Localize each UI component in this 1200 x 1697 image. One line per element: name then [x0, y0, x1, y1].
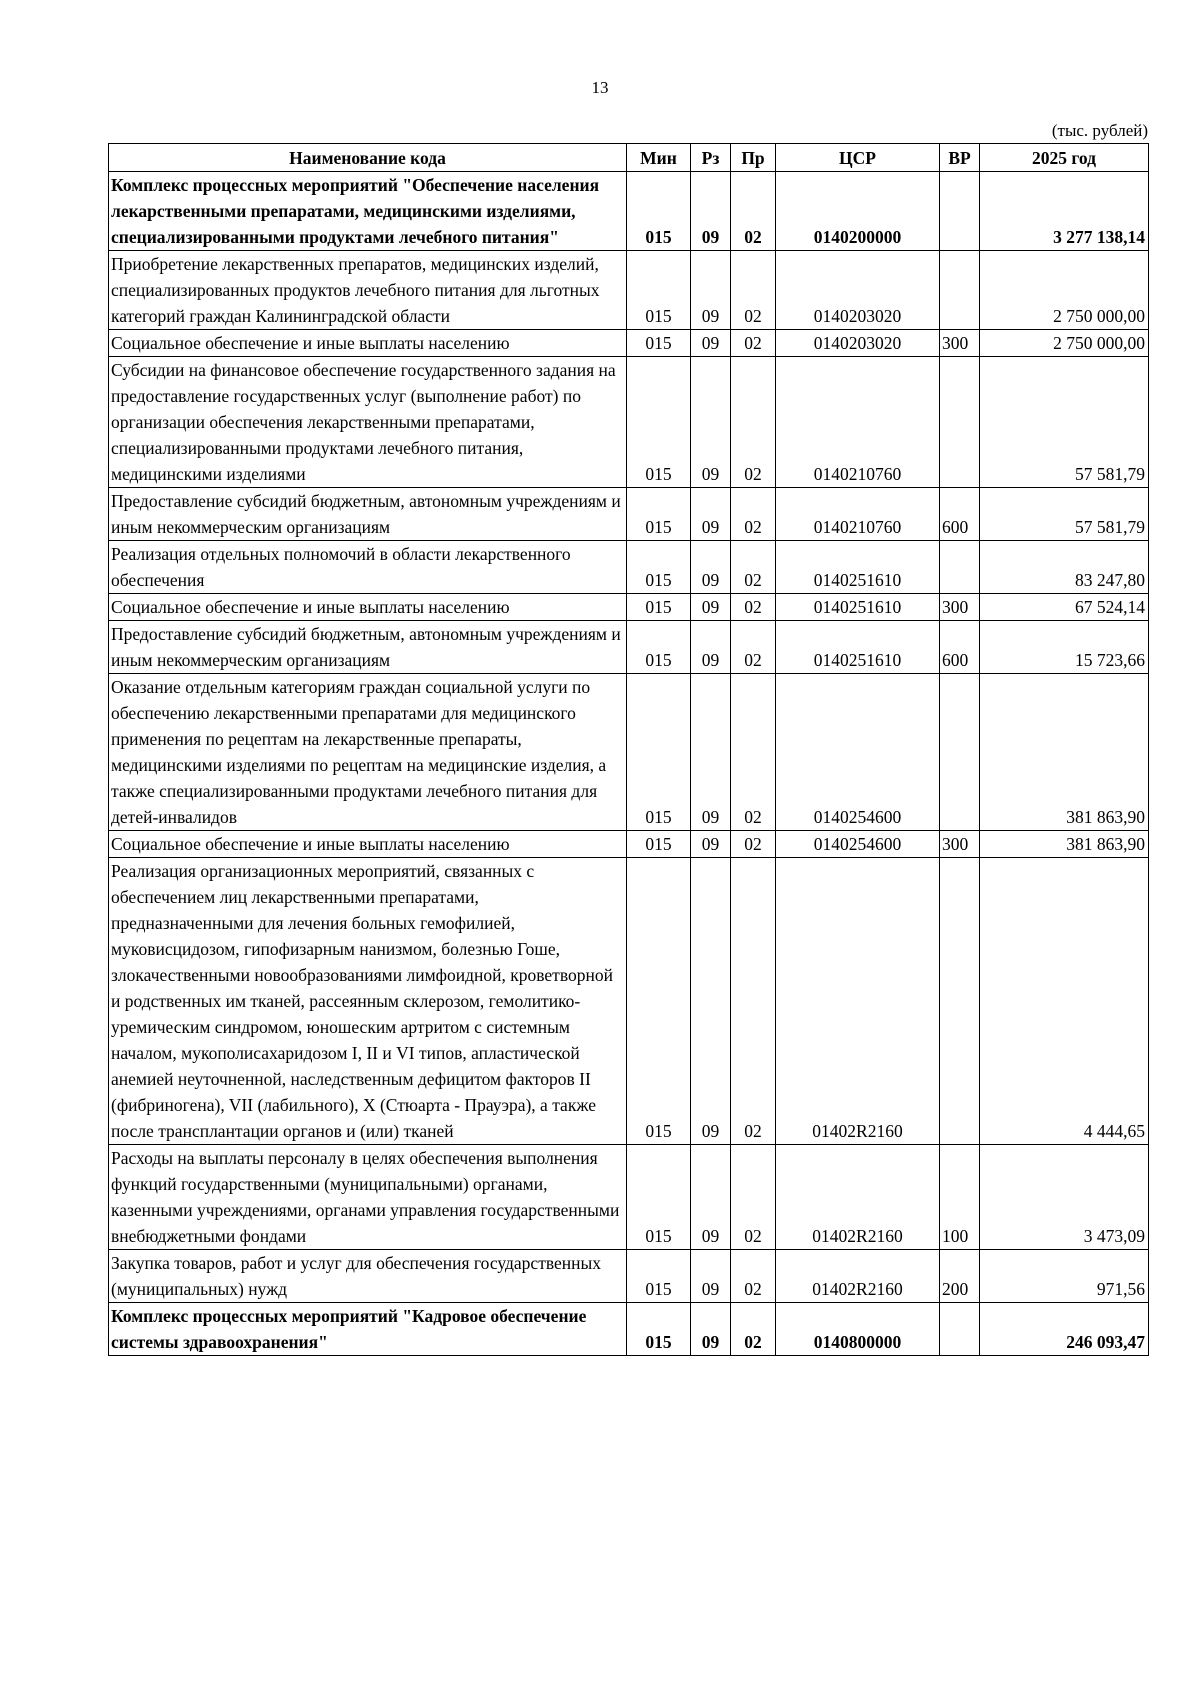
cell-csr: 0140203020 — [776, 251, 940, 330]
cell-rz: 09 — [691, 1145, 731, 1250]
header-year: 2025 год — [980, 144, 1149, 172]
table-row — [109, 1145, 1149, 1250]
cell-csr: 0140200000 — [776, 172, 940, 251]
cell-rz: 09 — [691, 594, 731, 621]
cell-csr: 0140203020 — [776, 330, 940, 357]
cell-pr: 02 — [731, 330, 776, 357]
table-row — [109, 674, 1149, 831]
cell-rz: 09 — [691, 674, 731, 831]
cell-vr — [940, 251, 980, 330]
table-row — [109, 1303, 1149, 1356]
cell-name: Социальное обеспечение и иные выплаты населению — [109, 594, 627, 621]
cell-rz: 09 — [691, 251, 731, 330]
cell-min: 015 — [627, 251, 691, 330]
header-name: Наименование кода — [109, 144, 627, 172]
cell-name: Предоставление субсидий бюджетным, автономным учреждениям и иным некоммерческим организациям — [109, 621, 627, 674]
table-row — [109, 1250, 1149, 1303]
cell-rz: 09 — [691, 831, 731, 858]
cell-csr: 01402R2160 — [776, 1145, 940, 1250]
cell-vr: 300 — [940, 330, 980, 357]
cell-name: Закупка товаров, работ и услуг для обеспечения государственных (муниципальных) нужд — [109, 1250, 627, 1303]
table-row — [109, 488, 1149, 541]
cell-min: 015 — [627, 621, 691, 674]
cell-vr — [940, 1303, 980, 1356]
cell-sum: 381 863,90 — [980, 674, 1149, 831]
cell-rz: 09 — [691, 330, 731, 357]
cell-rz: 09 — [691, 172, 731, 251]
cell-name: Расходы на выплаты персоналу в целях обеспечения выполнения функций государственными (муниципальными) органами, казенными учреждениями, органами управления государственными внебюджетными фондами — [109, 1145, 627, 1250]
page-number: 13 — [591, 78, 609, 97]
cell-name: Социальное обеспечение и иные выплаты населению — [109, 330, 627, 357]
header-row — [109, 144, 1149, 172]
cell-vr: 600 — [940, 621, 980, 674]
table-row — [109, 541, 1149, 594]
cell-rz: 09 — [691, 541, 731, 594]
cell-sum: 57 581,79 — [980, 488, 1149, 541]
cell-min: 015 — [627, 541, 691, 594]
cell-vr: 600 — [940, 488, 980, 541]
table-row — [109, 172, 1149, 251]
cell-pr: 02 — [731, 172, 776, 251]
cell-sum: 971,56 — [980, 1250, 1149, 1303]
budget-table — [108, 143, 1149, 1356]
table-row — [109, 831, 1149, 858]
cell-vr: 100 — [940, 1145, 980, 1250]
cell-name: Комплекс процессных мероприятий "Обеспечение населения лекарственными препаратами, медицинскими изделиями, специализированными продуктами лечебного питания" — [109, 172, 627, 251]
cell-vr — [940, 541, 980, 594]
cell-vr — [940, 858, 980, 1145]
table-body — [109, 172, 1149, 1356]
cell-min: 015 — [627, 1145, 691, 1250]
cell-pr: 02 — [731, 1303, 776, 1356]
cell-rz: 09 — [691, 621, 731, 674]
cell-sum: 57 581,79 — [980, 357, 1149, 488]
cell-min: 015 — [627, 858, 691, 1145]
cell-csr: 0140251610 — [776, 594, 940, 621]
cell-csr: 0140210760 — [776, 488, 940, 541]
cell-csr: 0140210760 — [776, 357, 940, 488]
cell-min: 015 — [627, 330, 691, 357]
cell-vr: 300 — [940, 831, 980, 858]
cell-sum: 3 277 138,14 — [980, 172, 1149, 251]
cell-min: 015 — [627, 488, 691, 541]
cell-pr: 02 — [731, 621, 776, 674]
cell-sum: 246 093,47 — [980, 1303, 1149, 1356]
cell-min: 015 — [627, 831, 691, 858]
cell-vr — [940, 357, 980, 488]
table-row — [109, 251, 1149, 330]
cell-rz: 09 — [691, 488, 731, 541]
cell-min: 015 — [627, 594, 691, 621]
cell-pr: 02 — [731, 357, 776, 488]
header-pr: Пр — [731, 144, 776, 172]
cell-csr: 01402R2160 — [776, 1250, 940, 1303]
cell-name: Субсидии на финансовое обеспечение государственного задания на предоставление государственных услуг (выполнение работ) по организации обеспечения лекарственными препаратами, специализированными продуктами лечебного питания, медицинскими изделиями — [109, 357, 627, 488]
table-row — [109, 594, 1149, 621]
cell-pr: 02 — [731, 1250, 776, 1303]
header-rz: Рз — [691, 144, 731, 172]
cell-name: Социальное обеспечение и иные выплаты населению — [109, 831, 627, 858]
cell-pr: 02 — [731, 541, 776, 594]
cell-pr: 02 — [731, 858, 776, 1145]
cell-min: 015 — [627, 1250, 691, 1303]
cell-pr: 02 — [731, 251, 776, 330]
cell-csr: 01402R2160 — [776, 858, 940, 1145]
cell-min: 015 — [627, 357, 691, 488]
table-row — [109, 858, 1149, 1145]
cell-sum: 381 863,90 — [980, 831, 1149, 858]
cell-csr: 0140251610 — [776, 621, 940, 674]
header-min: Мин — [627, 144, 691, 172]
cell-rz: 09 — [691, 1250, 731, 1303]
units-note: (тыс. рублей) — [1051, 121, 1148, 140]
cell-name: Реализация организационных мероприятий, связанных с обеспечением лиц лекарственными препаратами, предназначенными для лечения больных гемофилией, муковисцидозом, гипофизарным нанизмом, болезнью Гоше, злокачественными новообразованиями лимфоидной, кроветворной и родственных им тканей, рассеянным склерозом, гемолитико-уремическим синдромом, юношеским артритом с системным началом, мукополисахаридозом I, II и VI типов, апластической анемией неуточненной, наследственным дефицитом факторов II (фибриногена), VII (лабильного), X (Стюарта - Прауэра), а также после трансплантации органов и (или) тканей — [109, 858, 627, 1145]
cell-sum: 2 750 000,00 — [980, 251, 1149, 330]
cell-vr — [940, 172, 980, 251]
cell-rz: 09 — [691, 357, 731, 488]
cell-pr: 02 — [731, 1145, 776, 1250]
header-vr: ВР — [940, 144, 980, 172]
header-csr: ЦСР — [776, 144, 940, 172]
cell-name: Комплекс процессных мероприятий "Кадровое обеспечение системы здравоохранения" — [109, 1303, 627, 1356]
cell-min: 015 — [627, 1303, 691, 1356]
cell-pr: 02 — [731, 488, 776, 541]
cell-pr: 02 — [731, 674, 776, 831]
table-header — [109, 144, 1149, 172]
cell-sum: 15 723,66 — [980, 621, 1149, 674]
cell-rz: 09 — [691, 1303, 731, 1356]
cell-min: 015 — [627, 674, 691, 831]
table-row — [109, 330, 1149, 357]
cell-rz: 09 — [691, 858, 731, 1145]
cell-vr — [940, 674, 980, 831]
cell-sum: 4 444,65 — [980, 858, 1149, 1145]
cell-csr: 0140800000 — [776, 1303, 940, 1356]
cell-sum: 2 750 000,00 — [980, 330, 1149, 357]
cell-vr: 300 — [940, 594, 980, 621]
cell-sum: 83 247,80 — [980, 541, 1149, 594]
cell-name: Приобретение лекарственных препаратов, медицинских изделий, специализированных продуктов лечебного питания для льготных категорий граждан Калининградской области — [109, 251, 627, 330]
cell-vr: 200 — [940, 1250, 980, 1303]
cell-name: Реализация отдельных полномочий в области лекарственного обеспечения — [109, 541, 627, 594]
cell-name: Оказание отдельным категориям граждан социальной услуги по обеспечению лекарственными препаратами для медицинского применения по рецептам на лекарственные препараты, медицинскими изделиями по рецептам на медицинские изделия, а также специализированными продуктами лечебного питания для детей-инвалидов — [109, 674, 627, 831]
table-row — [109, 357, 1149, 488]
cell-csr: 0140254600 — [776, 831, 940, 858]
cell-pr: 02 — [731, 594, 776, 621]
cell-csr: 0140254600 — [776, 674, 940, 831]
table-row — [109, 621, 1149, 674]
cell-min: 015 — [627, 172, 691, 251]
cell-sum: 3 473,09 — [980, 1145, 1149, 1250]
cell-sum: 67 524,14 — [980, 594, 1149, 621]
cell-csr: 0140251610 — [776, 541, 940, 594]
cell-pr: 02 — [731, 831, 776, 858]
cell-name: Предоставление субсидий бюджетным, автономным учреждениям и иным некоммерческим организациям — [109, 488, 627, 541]
